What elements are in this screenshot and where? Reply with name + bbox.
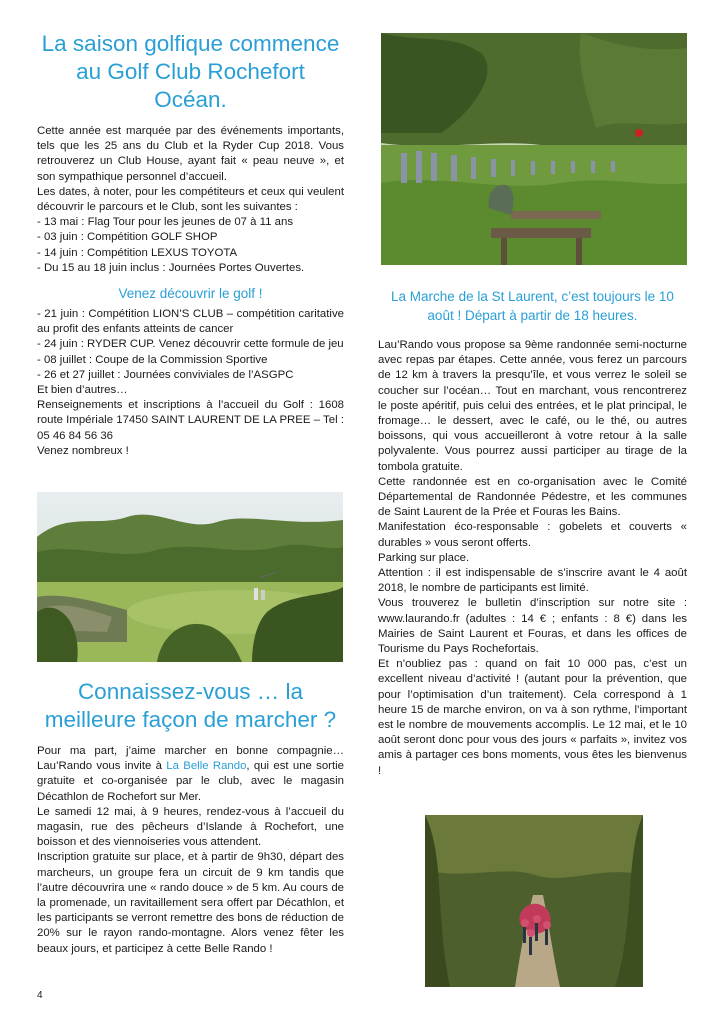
rando-intro-text: Pour ma part, j’aime marcher en bonne compagnie… Lau’Rando vous invite à — [37, 745, 344, 773]
st-laurent-paragraph: Et n’oubliez pas : quand on fait 10 000 pas, c’est un excellent niveau d’activité ! (autant pour la prévention, que pour l’optimisation d’un traitement). Cela correspond à 1 heure 15 de marche environ, on va à son rythme, l’important est le nombre de mouvements accomplis. Le 12 mai, et le 10 août seront donc pour vous des jours « parfaits », invitez vos amis à partager ces bons moments, vous êtes les bienvenus ! — [378, 658, 687, 777]
st-laurent-paragraph: Attention : il est indispensable de s’inscrire avant le 4 août 2018, le nombre de participants est limité. — [378, 567, 687, 595]
golf-date-item: - 03 juin : Compétition GOLF SHOP — [37, 231, 218, 244]
golf-article-title — [37, 30, 344, 114]
left-column — [37, 30, 344, 459]
golf-date-item: - 13 mai : Flag Tour pour les jeunes de 07 à 11 ans — [37, 216, 294, 229]
golf-paragraph: Venez nombreux ! — [37, 444, 129, 457]
rando-section — [37, 678, 344, 957]
golf-contact: Renseignements et inscriptions à l’accueil du Golf : 1608 route Impériale 17450 SAINT LAURENT DE LA PREE – Tel : 05 46 84 56 36 — [37, 399, 344, 442]
rando-intro — [37, 744, 344, 805]
rando-title-line-1: Connaissez-vous … la — [77, 679, 304, 704]
rando-article-title — [37, 678, 344, 734]
golf-paragraph: Et bien d’autres… — [37, 384, 128, 397]
golf-subtitle: Venez découvrir le golf ! — [118, 286, 263, 302]
golf-title-line-1: La saison golfique commence — [41, 31, 340, 56]
golf-date-item: - 14 juin : Compétition LEXUS TOYOTA — [37, 246, 238, 259]
st-laurent-paragraph: Vous trouverez le bulletin d’inscription sur notre site : www.laurando.fr (adultes : 14 € ; enfants : 8 €) dans les Mairies de Saint Laurent et Fouras, et dans les offices de Tourisme du Pays Rochefortais. — [378, 597, 687, 656]
golf-date-item: - 26 et 27 juillet : Journées conviviales de l’ASGPC — [37, 368, 294, 381]
golf-date-item: - Du 15 au 18 juin inclus : Journées Portes Ouvertes. — [37, 261, 305, 274]
rando-paragraph: Le samedi 12 mai, à 9 heures, rendez-vous à l’accueil du magasin, rue des pêcheurs d’Islande à Rochefort, une boisson et des viennoiseries vous attendent. — [37, 805, 344, 849]
st-laurent-section — [378, 287, 687, 779]
golf-article-body — [37, 124, 344, 276]
golf-date-item: - 21 juin : Compétition LION’S CLUB – compétition caritative au profit des enfants atteints de cancer — [37, 308, 344, 336]
st-laurent-paragraph: Manifestation éco-responsable : gobelets et couverts « durables » vous seront offerts. — [378, 521, 687, 549]
belle-rando-link[interactable]: La Belle Rando — [166, 760, 247, 773]
rando-paragraph: Inscription gratuite sur place, et à partir de 9h30, départ des marcheurs, un groupe fera un circuit de 9 km tandis que l’autre découvrira une « rando douce » de 5 km. Au cours de la promenade, un ravitaillement sera offert par Décathlon, et les participants se verront remettre des bons de réduction de 20% sur le rayon rando-montagne. Alors venez fêter les beaux jours, et participez à cette Belle Rando ! — [37, 851, 344, 955]
golf-title-line-2: au Golf Club Rochefort Océan. — [76, 59, 305, 112]
st-laurent-body — [378, 338, 687, 779]
golf-paragraph: Les dates, à noter, pour les compétiteurs et ceux qui veulent découvrir le parcours et le Club, sont les suivantes : — [37, 185, 344, 214]
st-laurent-title — [378, 287, 687, 325]
page-number: 4 — [37, 990, 43, 1001]
rando-article-body — [37, 744, 344, 957]
walkers-park-photo — [381, 33, 687, 265]
forest-path-photo — [425, 815, 643, 987]
st-laurent-paragraph: Lau’Rando vous propose sa 9ème randonnée semi-nocturne avec repas par étapes. Cette année, vous ferez un parcours de 12 km à travers la presqu’île, et vous verrez le soleil se coucher sur l’océan… Tout en marchant, vous rencontrerez le poste apéritif, puis celui des entrées, et le plat principal, le fromage… le dessert, avec le café, ou le thé, ou autres boissons, qui vous accueilleront à votre retour à la salle polyvalente. Vous pourrez aussi participer au tirage de la tombola gratuite. — [378, 339, 687, 473]
golf-date-item: - 08 juillet : Coupe de la Commission Sportive — [37, 353, 268, 366]
st-laurent-title-line-2: août ! Départ à partir de 18 heures. — [427, 308, 638, 323]
st-laurent-paragraph: Cette randonnée est en co-organisation avec le Comité Départemental de Randonnée Pédestre, et les communes de Saint Laurent de la Prée et Fouras les Bains. — [378, 475, 687, 519]
golf-paragraph: Cette année est marquée par des événements importants, tels que les 25 ans du Club et la Ryder Cup 2018. Vous retrouverez un Club House, ayant fait « peau neuve », et son sympathique personnel d’accueil. — [37, 125, 344, 183]
rando-title-line-2: meilleure façon de marcher ? — [44, 707, 337, 732]
st-laurent-title-line-1: La Marche de la St Laurent, c’est toujours le 10 — [391, 289, 674, 304]
golf-article-body-2 — [37, 307, 344, 459]
golf-course-photo — [37, 492, 343, 662]
rando-intro-text-end: , qui est une sortie gratuite et co-organisée par le club, avec le magasin Décathlon de Rochefort sur Mer. — [37, 760, 345, 803]
golf-date-item: - 24 juin : RYDER CUP. Venez découvrir cette formule de jeu — [37, 338, 344, 351]
st-laurent-paragraph: Parking sur place. — [378, 551, 470, 564]
